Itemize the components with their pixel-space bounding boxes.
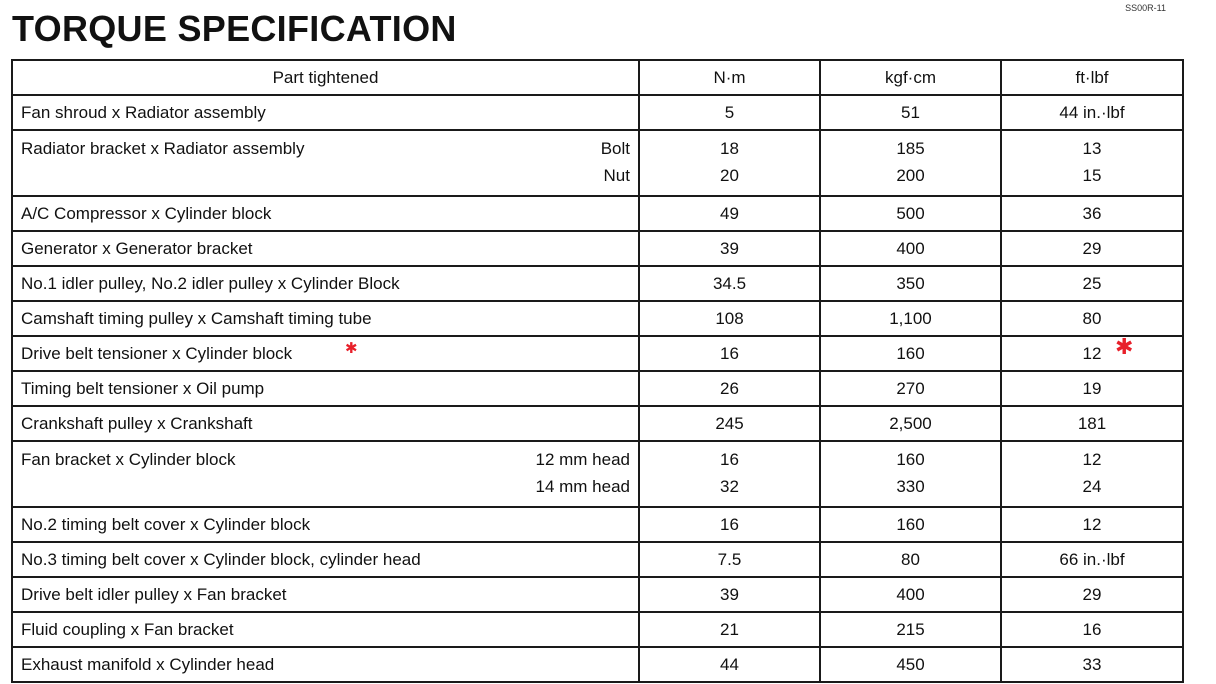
table-row — [12, 196, 1183, 231]
nm-value: 16 — [639, 507, 820, 542]
kgfcm-value: 1,100 — [820, 301, 1001, 336]
table-row — [12, 336, 1183, 371]
kgfcm-value: 450 — [820, 647, 1001, 682]
part-cell — [12, 130, 639, 196]
ftlbf-value: 15 — [1082, 166, 1102, 185]
kgfcm-value: 80 — [820, 542, 1001, 577]
nm-value: 16 — [639, 336, 820, 371]
part-name: Drive belt tensioner x Cylinder block — [12, 336, 639, 371]
part-cell — [12, 441, 639, 507]
header-nm: N·m — [639, 60, 820, 95]
part-name: No.3 timing belt cover x Cylinder block, cylinder head — [12, 542, 639, 577]
kgfcm-value: 500 — [820, 196, 1001, 231]
nm-value: 5 — [639, 95, 820, 130]
ftlbf-value: 80 — [1001, 301, 1183, 336]
kgfcm-cell — [820, 130, 1001, 196]
sub-label: 14 mm head — [535, 476, 630, 496]
kgfcm-value: 200 — [896, 166, 925, 185]
part-name: Generator x Generator bracket — [12, 231, 639, 266]
nm-value: 34.5 — [639, 266, 820, 301]
kgfcm-value: 51 — [820, 95, 1001, 130]
nm-cell — [639, 441, 820, 507]
nm-value: 7.5 — [639, 542, 820, 577]
ftlbf-cell — [1001, 130, 1183, 196]
ftlbf-value: 24 — [1082, 477, 1102, 496]
ftlbf-value: 16 — [1001, 612, 1183, 647]
nm-cell — [639, 130, 820, 196]
table-row — [12, 95, 1183, 130]
red-asterisk-mark-icon: ✱ — [1115, 334, 1134, 359]
kgfcm-value: 215 — [820, 612, 1001, 647]
nm-value: 18 — [720, 139, 739, 158]
ftlbf-value: 12 — [1001, 336, 1183, 371]
part-name: Exhaust manifold x Cylinder head — [12, 647, 639, 682]
part-name: Crankshaft pulley x Crankshaft — [12, 406, 639, 441]
ftlbf-value: 19 — [1001, 371, 1183, 406]
torque-table — [11, 59, 1184, 683]
part-name: A/C Compressor x Cylinder block — [12, 196, 639, 231]
table-row — [12, 542, 1183, 577]
nm-value: 32 — [720, 477, 739, 496]
kgfcm-value: 400 — [820, 231, 1001, 266]
ftlbf-value: 12 — [1082, 450, 1102, 469]
nm-value: 49 — [639, 196, 820, 231]
kgfcm-value: 330 — [896, 477, 925, 496]
table-row — [12, 577, 1183, 612]
page-title: TORQUE SPECIFICATION — [12, 8, 457, 49]
nm-value: 16 — [720, 450, 739, 469]
table-row — [12, 371, 1183, 406]
part-name: Radiator bracket x Radiator assembly — [21, 138, 305, 158]
part-name: Drive belt idler pulley x Fan bracket — [12, 577, 639, 612]
part-name: No.1 idler pulley, No.2 idler pulley x Cylinder Block — [12, 266, 639, 301]
ftlbf-value: 29 — [1001, 231, 1183, 266]
ftlbf-value: 33 — [1001, 647, 1183, 682]
nm-value: 245 — [639, 406, 820, 441]
nm-value: 21 — [639, 612, 820, 647]
header-kgfcm: kgf·cm — [820, 60, 1001, 95]
kgfcm-value: 160 — [896, 450, 925, 469]
kgfcm-value: 185 — [896, 139, 925, 158]
kgfcm-value: 350 — [820, 266, 1001, 301]
header-part-tightened: Part tightened — [12, 60, 639, 95]
table-row — [12, 441, 1183, 507]
part-name: Camshaft timing pulley x Camshaft timing tube — [12, 301, 639, 336]
part-name: Fan shroud x Radiator assembly — [12, 95, 639, 130]
kgfcm-value: 160 — [820, 507, 1001, 542]
sub-label: Bolt — [600, 138, 630, 158]
document-code: SS00R-11 — [1125, 3, 1166, 13]
table-row — [12, 406, 1183, 441]
table-row — [12, 231, 1183, 266]
ftlbf-value: 29 — [1001, 577, 1183, 612]
part-name: No.2 timing belt cover x Cylinder block — [12, 507, 639, 542]
ftlbf-value: 12 — [1001, 507, 1183, 542]
sub-label: Nut — [603, 165, 630, 185]
table-row — [12, 266, 1183, 301]
table-row — [12, 301, 1183, 336]
nm-value: 39 — [639, 577, 820, 612]
header-ftlbf: ft·lbf — [1001, 60, 1183, 95]
nm-value: 20 — [720, 166, 739, 185]
kgfcm-value: 2,500 — [820, 406, 1001, 441]
part-name: Fluid coupling x Fan bracket — [12, 612, 639, 647]
table-row — [12, 612, 1183, 647]
sub-label: 12 mm head — [535, 449, 630, 469]
red-asterisk-mark-icon: ✱ — [345, 340, 358, 357]
ftlbf-value: 181 — [1001, 406, 1183, 441]
table-row — [12, 130, 1183, 196]
ftlbf-value: 36 — [1001, 196, 1183, 231]
kgfcm-value: 400 — [820, 577, 1001, 612]
kgfcm-cell — [820, 441, 1001, 507]
header-row — [12, 60, 1183, 95]
ftlbf-cell — [1001, 441, 1183, 507]
ftlbf-value: 25 — [1001, 266, 1183, 301]
kgfcm-value: 160 — [820, 336, 1001, 371]
ftlbf-value: 44 in.·lbf — [1001, 95, 1183, 130]
ftlbf-value: 13 — [1082, 139, 1102, 158]
nm-value: 26 — [639, 371, 820, 406]
part-name: Timing belt tensioner x Oil pump — [12, 371, 639, 406]
nm-value: 39 — [639, 231, 820, 266]
ftlbf-value: 66 in.·lbf — [1001, 542, 1183, 577]
table-row — [12, 647, 1183, 682]
part-name: Fan bracket x Cylinder block — [21, 449, 236, 469]
kgfcm-value: 270 — [820, 371, 1001, 406]
nm-value: 108 — [639, 301, 820, 336]
table-row — [12, 507, 1183, 542]
nm-value: 44 — [639, 647, 820, 682]
